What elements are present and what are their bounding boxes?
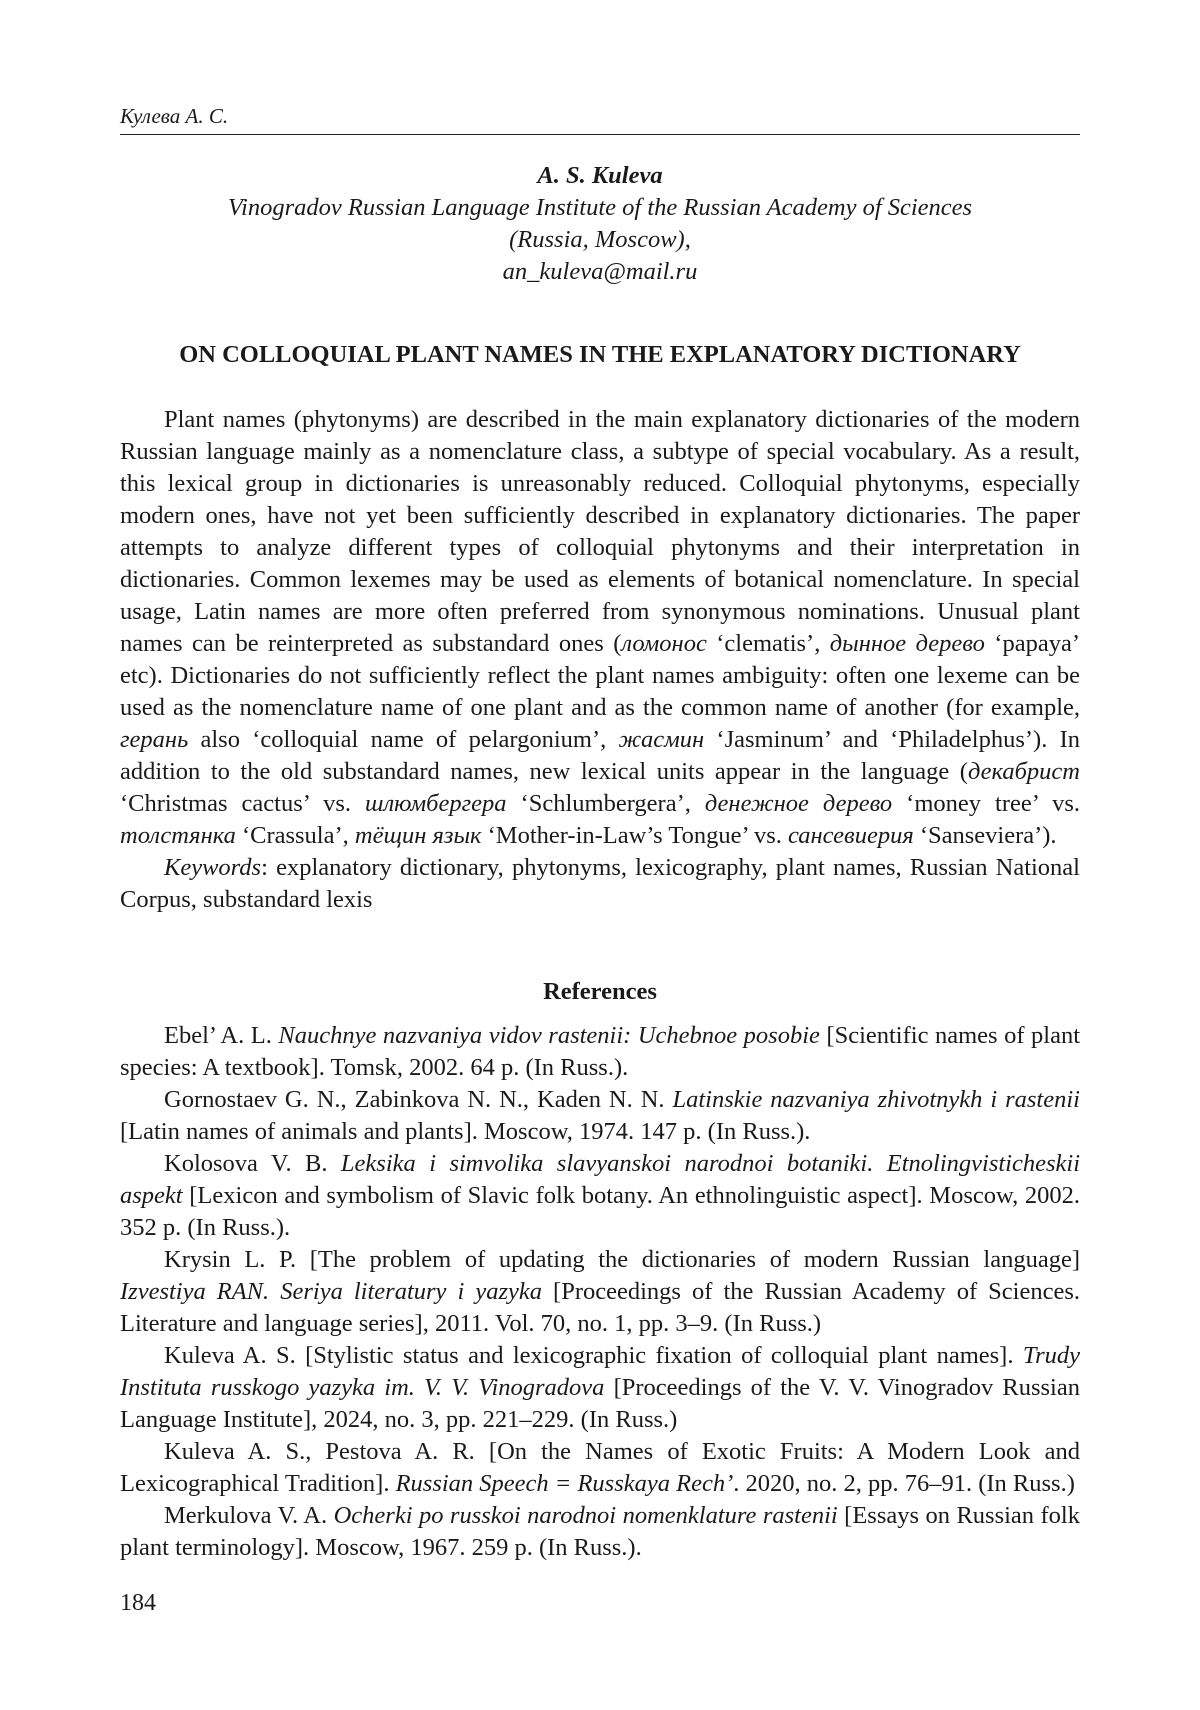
abstract-text: ‘Sanseviera’). — [913, 822, 1057, 849]
abstract-text: also ‘colloquial name of pelargonium’, — [188, 726, 619, 753]
reference-text: [Scientific names of plant species: A textbook]. Tomsk, 2002. 64 p. (In Russ.). — [120, 1022, 1081, 1081]
reference-title: Trudy Instituta russkogo yazyka im. V. V. Vinogradova — [120, 1342, 1080, 1401]
header-rule — [120, 134, 1080, 135]
abstract-russian-term: жасмин — [618, 726, 705, 753]
reference-text: [Proceedings of the V. V. Vinogradov Russian Language Institute], 2024, no. 3, pp. 221–229. (In Russ.) — [120, 1374, 1080, 1433]
abstract-russian-term: декабрист — [967, 758, 1080, 785]
keywords-label: Keywords — [164, 854, 262, 881]
abstract-text: ‘papaya’ etc). Dictionaries do not sufficiently reflect the plant names ambiguity: often one lexeme can be used as the nomenclature name of one plant and as the common name of another (for example, — [120, 630, 1080, 721]
reference-text: [Essays on Russian folk plant terminology]. Moscow, 1967. 259 p. (In Russ.). — [120, 1502, 1080, 1561]
abstract — [120, 404, 1080, 916]
abstract-russian-term: ломонос — [621, 630, 707, 657]
abstract-text: ‘Mother-in-Law’s Tongue’ vs. — [481, 822, 788, 849]
reference-text: Kuleva A. S. [Stylistic status and lexicographic fixation of colloquial plant names]. — [164, 1342, 1023, 1369]
reference-item — [120, 1436, 1080, 1500]
abstract-russian-term: денежное дерево — [704, 790, 893, 817]
reference-text: Kuleva A. S., Pestova A. R. [On the Names of Exotic Fruits: A Modern Look and Lexicographical Tradition]. — [120, 1438, 1080, 1497]
abstract-text: ‘Christmas cactus’ vs. — [120, 790, 365, 817]
reference-title: Russian Speech = Russkaya Rech’ — [395, 1470, 734, 1497]
abstract-text: ‘Jasminum’ and ‘Philadelphus’). In addition to the old substandard names, new lexical units appear in the language ( — [120, 726, 1081, 785]
abstract-russian-term: герань — [120, 726, 189, 753]
keywords-text: : explanatory dictionary, phytonyms, lexicography, plant names, Russian National Corpus, substandard lexis — [120, 854, 1080, 913]
abstract-paragraph — [120, 404, 1080, 852]
keywords-paragraph — [120, 852, 1080, 916]
reference-text: Krysin L. P. [The problem of updating the dictionaries of modern Russian language] — [164, 1246, 1080, 1273]
reference-item — [120, 1340, 1080, 1436]
reference-text: . 2020, no. 2, pp. 76–91. (In Russ.) — [733, 1470, 1075, 1497]
author-affiliation: Vinogradov Russian Language Institute of the Russian Academy of Sciences — [227, 194, 973, 221]
abstract-russian-term: сансевиерия — [787, 822, 914, 849]
reference-text: [Proceedings of the Russian Academy of Sciences. Literature and language series], 2011. Vol. 70, no. 1, pp. 3–9. (In Russ.) — [120, 1278, 1080, 1337]
reference-item — [120, 1500, 1080, 1564]
running-header: Кулева А. С. — [120, 104, 229, 128]
abstract-text: ‘clematis’, — [706, 630, 830, 657]
page-number: 184 — [120, 1590, 156, 1616]
reference-text: Merkulova V. A. — [164, 1502, 334, 1529]
abstract-russian-term: дынное дерево — [829, 630, 985, 657]
reference-text: Ebel’ A. L. — [164, 1022, 279, 1049]
reference-title: Leksika i simvolika slavyanskoi narodnoi botaniki. Etnolingvisticheskii aspekt — [120, 1150, 1081, 1209]
reference-title: Nauchnye nazvaniya vidov rastenii: Uchebnoe posobie — [278, 1022, 820, 1049]
author-block — [120, 160, 1080, 288]
abstract-russian-term: шлюмбергера — [365, 790, 507, 817]
reference-title: Latinskie nazvaniya zhivotnykh i rastenii — [672, 1086, 1080, 1113]
abstract-text: Plant names (phytonyms) are described in the main explanatory dictionaries of the modern Russian language mainly as a nomenclature class, a subtype of special vocabulary. As a result, this lexical group in dictionaries is unreasonably reduced. Colloquial phytonyms, especially modern ones, have not yet been sufficiently described in explanatory dictionaries. The paper attempts to analyze different types of colloquial phytonyms and their interpretation in dictionaries. Common lexemes may be used as elements of botanical nomenclature. In special usage, Latin names are more often preferred from synonymous nominations. Unusual plant names can be reinterpreted as substandard ones ( — [120, 406, 1080, 657]
author-location: (Russia, Moscow), — [509, 226, 691, 253]
abstract-text: ‘money tree’ vs. — [892, 790, 1080, 817]
author-email: an_kuleva@mail.ru — [502, 258, 698, 285]
reference-text: Kolosova V. B. — [164, 1150, 341, 1177]
abstract-text: ‘Schlumbergera’, — [506, 790, 705, 817]
references-heading: References — [543, 978, 657, 1005]
reference-item — [120, 1148, 1080, 1244]
reference-text: Gornostaev G. N., Zabinkova N. N., Kaden N. N. — [164, 1086, 673, 1113]
abstract-text: ‘Crassula’, — [235, 822, 355, 849]
abstract-russian-term: тёщин язык — [354, 822, 482, 849]
reference-item — [120, 1244, 1080, 1340]
article-title: ON COLLOQUIAL PLANT NAMES IN THE EXPLANATORY DICTIONARY — [179, 341, 1021, 368]
references-list — [120, 1020, 1080, 1564]
reference-title: Ocherki po russkoi narodnoi nomenklature rastenii — [333, 1502, 838, 1529]
reference-title: Izvestiya RAN. Seriya literatury i yazyka — [120, 1278, 542, 1305]
reference-text: [Latin names of animals and plants]. Moscow, 1974. 147 p. (In Russ.). — [120, 1118, 811, 1145]
reference-item — [120, 1020, 1080, 1084]
reference-text: [Lexicon and symbolism of Slavic folk botany. An ethnolinguistic aspect]. Moscow, 2002. 352 p. (In Russ.). — [120, 1182, 1080, 1241]
author-name: A. S. Kuleva — [537, 162, 663, 189]
reference-item — [120, 1084, 1080, 1148]
abstract-russian-term: толстянка — [120, 822, 236, 849]
